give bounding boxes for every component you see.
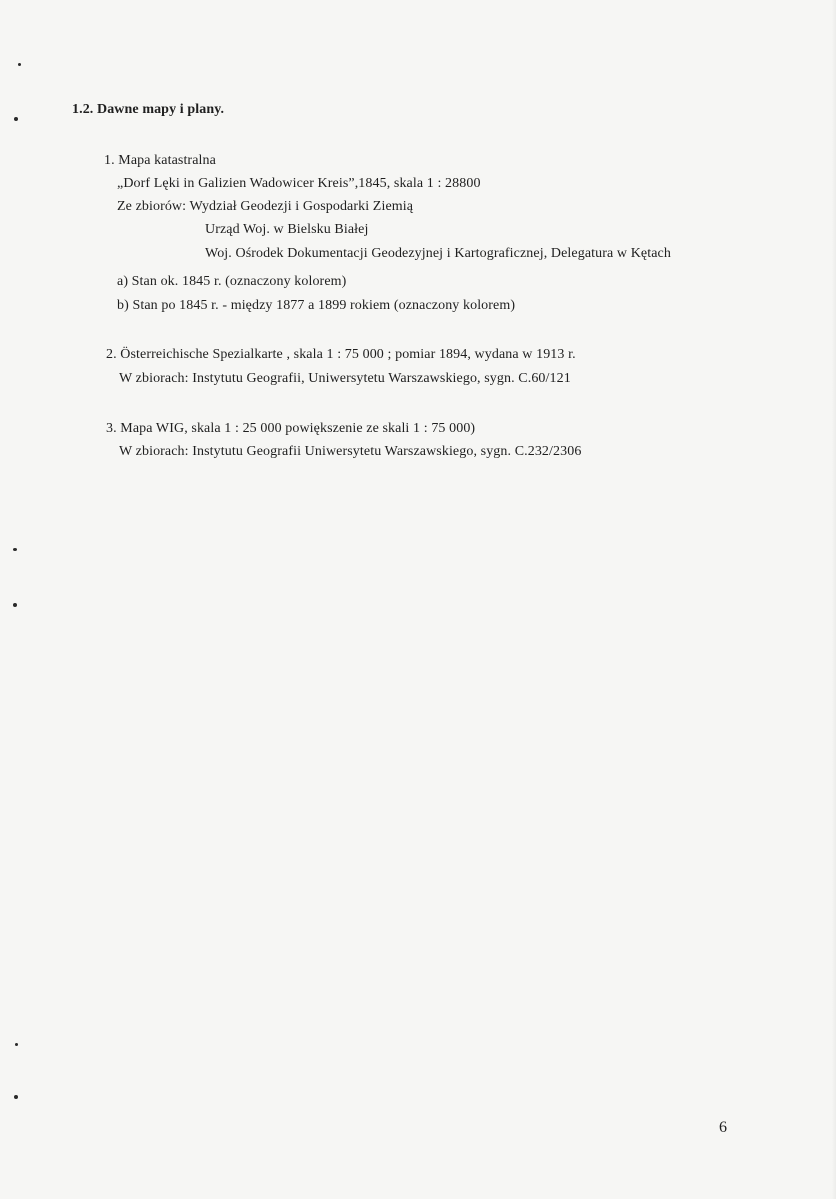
item-2-line-1: 2. Österreichische Spezialkarte , skala 1 : 75 000 ; pomiar 1894, wydana w 1913 r. <box>106 347 576 362</box>
page-number: 6 <box>719 1119 727 1136</box>
item-1-collection-label-line: Ze zbiorów: Wydział Geodezji i Gospodarki Ziemią <box>117 199 414 214</box>
item-3-line-1: 3. Mapa WIG, skala 1 : 25 000 powiększenie ze skali 1 : 75 000) <box>106 421 476 436</box>
item-2-line-2: W zbiorach: Instytutu Geografii, Uniwersytetu Warszawskiego, sygn. C.60/121 <box>119 371 571 386</box>
item-1-number-line: 1. Mapa katastralna <box>104 153 216 168</box>
item-1-collection-line-3: Woj. Ośrodek Dokumentacji Geodezyjnej i Kartograficznej, Delegatura w Kętach <box>205 246 671 261</box>
item-1-state-b: b) Stan po 1845 r. - między 1877 a 1899 rokiem (oznaczony kolorem) <box>117 298 516 313</box>
page-edge-shadow <box>832 0 836 1199</box>
binder-dot-top <box>14 117 18 121</box>
section-heading: 1.2. Dawne mapy i plany. <box>72 102 225 117</box>
scan-speck-top <box>18 63 21 66</box>
item-1-collection-line-2: Urząd Woj. w Bielsku Białej <box>205 222 369 237</box>
item-3-line-2: W zbiorach: Instytutu Geografii Uniwersytetu Warszawskiego, sygn. C.232/2306 <box>119 444 582 459</box>
binder-dot-middle-upper <box>13 548 17 551</box>
binder-dot-bottom-upper <box>15 1043 18 1046</box>
item-1-title-line: „Dorf Lęki in Galizien Wadowicer Kreis”,1845, skala 1 : 28800 <box>117 176 481 191</box>
binder-dot-middle-lower <box>13 603 17 607</box>
item-1-state-a: a) Stan ok. 1845 r. (oznaczony kolorem) <box>117 274 347 289</box>
binder-dot-bottom <box>14 1095 18 1099</box>
